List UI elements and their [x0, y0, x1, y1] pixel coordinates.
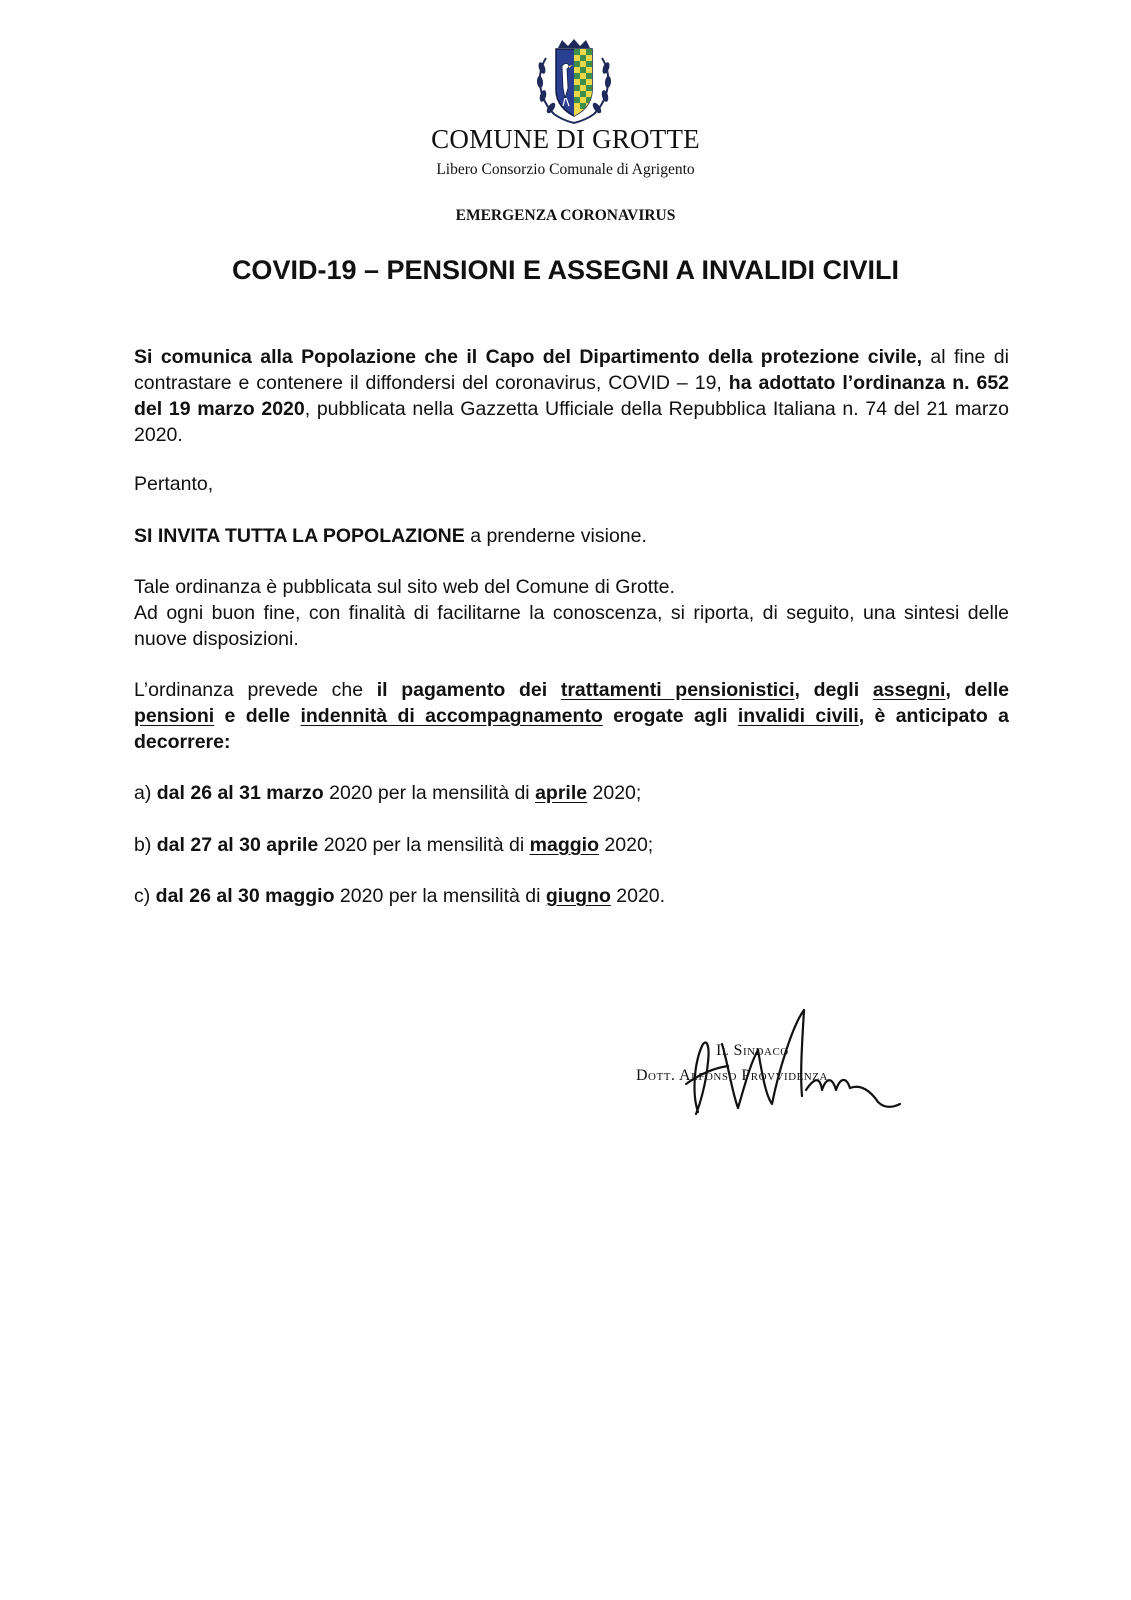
payment-item — [134, 832, 1009, 858]
text-span: trattamenti pensionistici — [560, 679, 795, 701]
text-span: pensioni — [134, 705, 215, 727]
item-dates: dal 26 al 30 maggio — [155, 885, 335, 907]
text-span: e delle — [214, 705, 301, 727]
item-prefix: c) — [134, 885, 156, 907]
handwritten-signature — [680, 1004, 905, 1124]
municipality-name: COMUNE DI GROTTE — [431, 124, 700, 154]
text-span: indennità di accompagnamento — [300, 705, 603, 727]
text-span: erogate agli — [602, 705, 738, 727]
text-span: al fine di contrastare e contenere il diffondersi del coronavirus, COVID – 19, — [134, 346, 1009, 394]
text-span: assegni — [872, 679, 946, 701]
text-line: Ad ogni buon fine, con finalità di facilitarne la conoscenza, si riporta, di seguito, una sintesi delle nuove disposizioni. — [134, 602, 1009, 650]
item-suffix: 2020; — [599, 834, 654, 856]
payment-item — [134, 780, 1009, 806]
item-mid: 2020 per la mensilità di — [334, 885, 546, 907]
item-month: maggio — [529, 834, 599, 856]
text-span: Si comunica alla Popolazione che il Capo del Dipartimento della protezione civile, — [134, 346, 922, 368]
item-prefix: b) — [134, 834, 157, 856]
text-span: , è anticipato a decorrere: — [134, 705, 1009, 753]
item-month: giugno — [545, 885, 611, 907]
paragraph-publication — [134, 574, 1009, 652]
text-span: invalidi civili — [737, 705, 859, 727]
item-mid: 2020 per la mensilità di — [323, 782, 536, 804]
item-suffix: 2020. — [610, 885, 666, 907]
text-span: , degli — [794, 679, 873, 701]
item-mid: 2020 per la mensilità di — [318, 834, 530, 856]
text-span: SI INVITA TUTTA LA POPOLAZIONE — [134, 525, 465, 547]
emergency-label: EMERGENZA CORONAVIRUS — [455, 207, 676, 224]
document-title: COVID-19 – PENSIONI E ASSEGNI A INVALIDI CIVILI — [231, 255, 900, 285]
paragraph-ordinance — [134, 344, 1009, 448]
text-span: il pagamento dei — [376, 679, 561, 701]
item-prefix: a) — [134, 782, 157, 804]
consortium-name: Libero Consorzio Comunale di Agrigento — [436, 161, 695, 178]
item-dates: dal 26 al 31 marzo — [156, 782, 324, 804]
signatory-role: Il Sindaco — [716, 1042, 789, 1059]
item-suffix: 2020; — [587, 782, 642, 804]
text-span: L’ordinanza prevede che — [134, 679, 377, 701]
paragraph-payments — [134, 677, 1009, 755]
payment-item — [134, 883, 1009, 909]
paragraph-pertanto: Pertanto, — [134, 473, 214, 495]
text-line: Tale ordinanza è pubblicata sul sito web del Comune di Grotte. — [134, 576, 675, 598]
text-span: ha adottato l’ordinanza n. 652 del 19 marzo 2020 — [134, 372, 1010, 420]
item-dates: dal 27 al 30 aprile — [156, 834, 319, 856]
paragraph-invitation — [134, 523, 1009, 549]
text-span: , delle — [945, 679, 1009, 701]
signatory-name: Dott. Alfonso Provvidenza — [636, 1067, 828, 1084]
item-month: aprile — [535, 782, 588, 804]
coat-of-arms-icon — [532, 38, 616, 124]
text-span: a prenderne visione. — [464, 525, 647, 547]
text-span: , pubblicata nella Gazzetta Ufficiale della Repubblica Italiana n. 74 del 21 marzo 2020. — [134, 398, 1009, 446]
